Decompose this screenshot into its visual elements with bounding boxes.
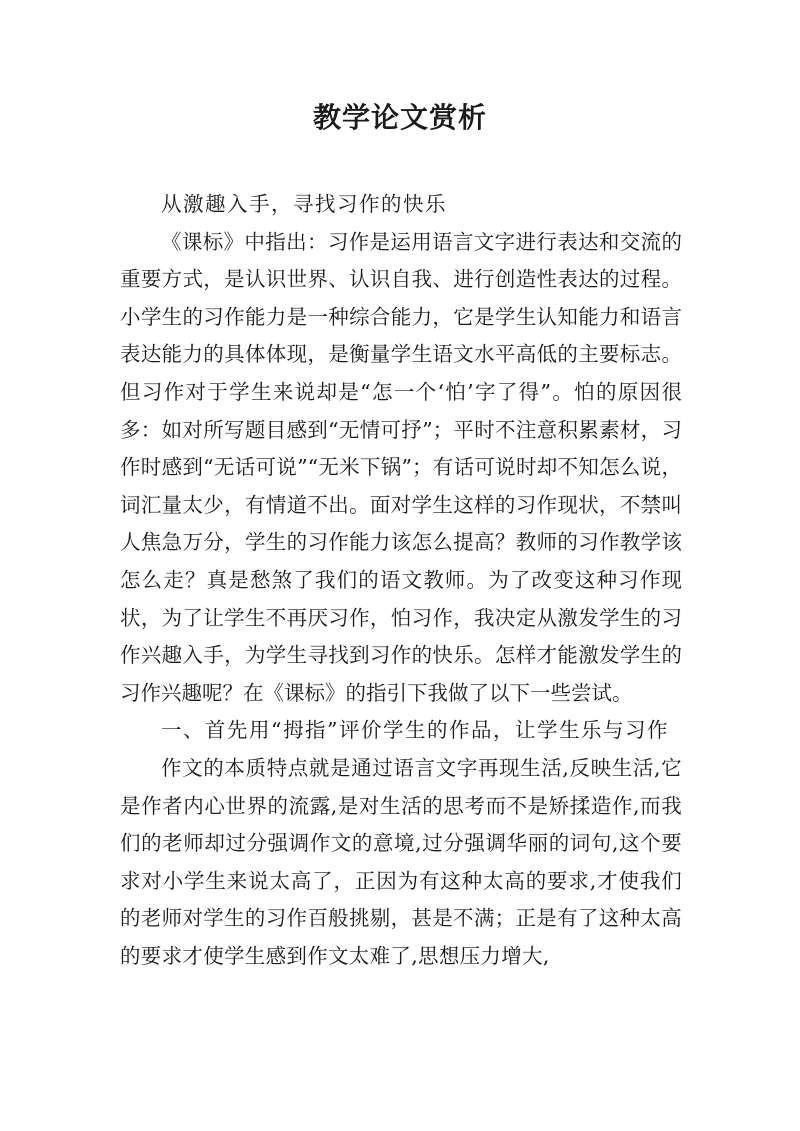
section-heading: 一、首先用“拇指”评价学生的作品，让学生乐与习作	[161, 718, 669, 743]
section-heading: 从激趣入手，寻找习作的快乐	[161, 192, 447, 216]
document-body	[120, 186, 682, 975]
body-paragraph: 作文的本质特点就是通过语言文字再现生活,反映生活,它是作者内心世界的流露,是对生活的思考而不是矫揉造作,而我们的老师却过分强调作文的意境,过分强调华丽的词句,这个要求对小学生来说太高了，正因为有这种太高的要求,才使我们的老师对学生的习作百般挑剔，甚是不满；正是有了这种太高的要求才使学生感到作文太难了,思想压力增大,	[120, 755, 682, 968]
body-paragraph: 《课标》中指出：习作是运用语言文字进行表达和交流的重要方式，是认识世界、认识自我、进行创造性表达的过程。小学生的习作能力是一种综合能力，它是学生认知能力和语言表达能力的具体体现，是衡量学生语文水平高低的主要标志。但习作对于学生来说却是“怎一个‘怕’字了得”。怕的原因很多：如对所写题目感到“无情可抒”；平时不注意积累素材，习作时感到“无话可说”“无米下锅”；有话可说时却不知怎么说，词汇量太少，有情道不出。面对学生这样的习作现状，不禁叫人焦急万分，学生的习作能力该怎么提高？教师的习作教学该怎么走？真是愁煞了我们的语文教师。为了改变这种习作现状，为了让学生不再厌习作，怕习作，我决定从激发学生的习作兴趣入手，为学生寻找到习作的快乐。怎样才能激发学生的习作兴趣呢？在《课标》的指引下我做了以下一些尝试。	[120, 229, 682, 705]
document-title: 教学论文赏析	[312, 101, 487, 134]
